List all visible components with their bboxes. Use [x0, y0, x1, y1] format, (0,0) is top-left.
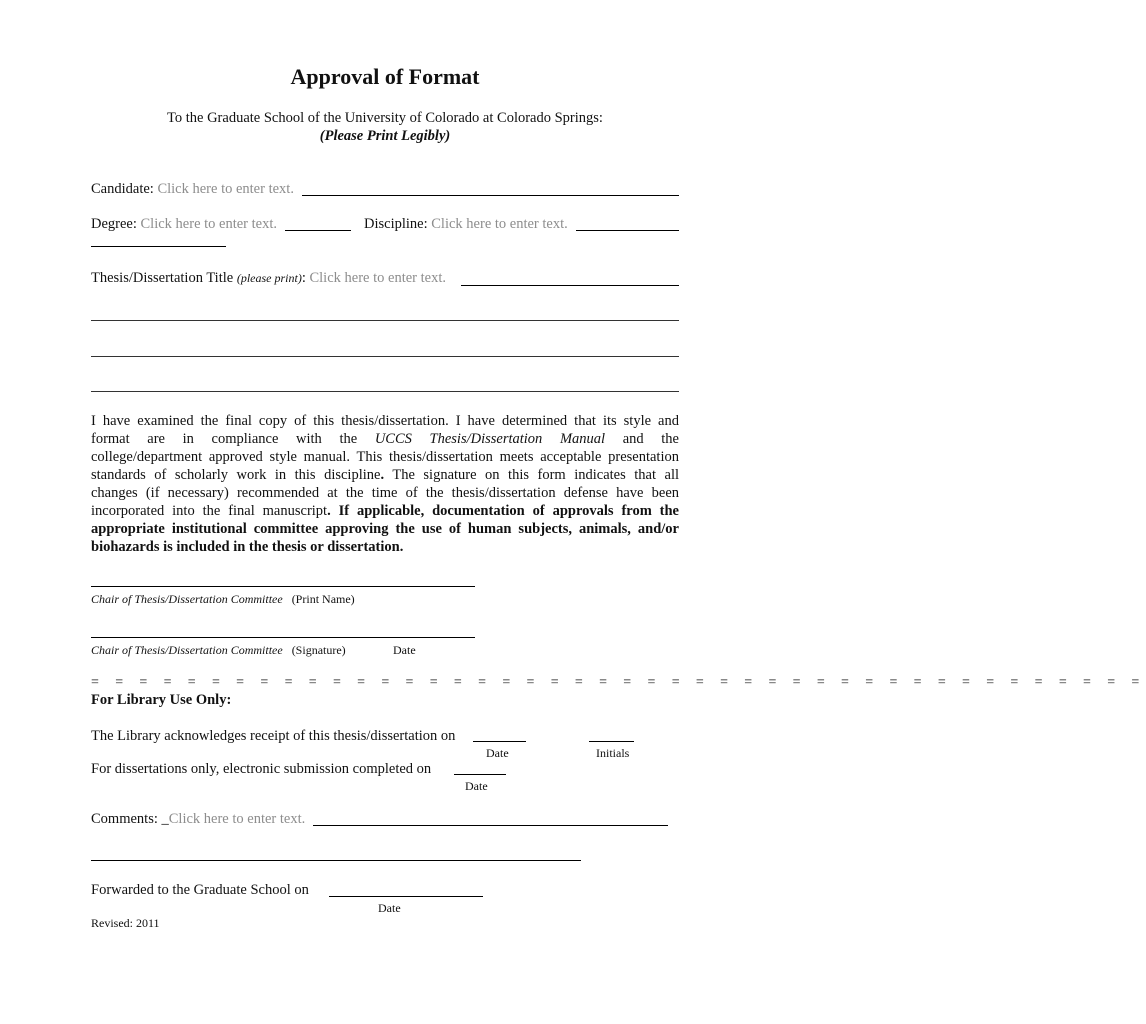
- divider: = = = = = = = = = = = = = = = = = = = = = = = = = = = = = = = = = = = = = = = = = = = =: [91, 675, 1146, 690]
- chair-print-name-line[interactable]: [91, 586, 475, 587]
- forwarded-date-label: Date: [378, 901, 401, 915]
- thesis-title-note: (please print): [236, 271, 302, 285]
- initials-label: Initials: [596, 746, 630, 760]
- candidate-label: Candidate:: [91, 181, 154, 197]
- discipline-field: [364, 216, 568, 233]
- manual-name: UCCS Thesis/Dissertation Manual: [374, 431, 606, 447]
- paragraph-line: appropriate institutional committee approving the use of human subjects, animals, and/or: [91, 521, 679, 537]
- thesis-title-underline: [461, 285, 679, 286]
- paragraph-line-start: standards of scholarly work in this discipline: [91, 467, 381, 483]
- paragraph-line-end: The signature on this form indicates that all: [384, 467, 680, 483]
- paragraph-line-start: format are in compliance with the: [91, 431, 375, 447]
- certification-paragraph: [91, 412, 679, 556]
- chair-label: Chair of Thesis/Dissertation Committee: [91, 592, 283, 606]
- degree-continuation-line: [91, 246, 226, 247]
- forwarded-date-line[interactable]: [329, 896, 483, 897]
- chair-signature-line[interactable]: [91, 637, 475, 638]
- library-receipt-text: The Library acknowledges receipt of this thesis/dissertation on: [91, 728, 456, 744]
- paragraph-line: I have examined the final copy of this thesis/dissertation. I have determined that its style and: [91, 413, 679, 429]
- paragraph-period: .: [327, 503, 331, 519]
- library-heading: For Library Use Only:: [91, 692, 232, 708]
- paragraph-line: changes (if necessary) recommended at the time of the thesis/dissertation defense have been: [91, 485, 679, 501]
- receipt-date-line[interactable]: [473, 741, 526, 742]
- paragraph-period: .: [380, 467, 385, 483]
- thesis-title-line-3: [91, 356, 679, 357]
- print-legibly-note: (Please Print Legibly): [319, 128, 451, 144]
- thesis-title-field: [91, 270, 446, 287]
- degree-field: [91, 216, 277, 233]
- candidate-underline: [302, 195, 679, 196]
- signature-label: (Signature): [291, 643, 346, 657]
- degree-underline: [285, 230, 351, 231]
- page-title: Approval of Format: [290, 64, 480, 89]
- comments-line-2[interactable]: [91, 860, 581, 861]
- thesis-title-input[interactable]: Click here to enter text.: [309, 270, 446, 286]
- thesis-title-label: Thesis/Dissertation Title: [91, 270, 234, 286]
- initials-line[interactable]: [589, 741, 634, 742]
- comments-input[interactable]: Click here to enter text.: [168, 811, 306, 827]
- paragraph-line-end: and the: [605, 431, 679, 447]
- candidate-input[interactable]: Click here to enter text.: [157, 181, 294, 197]
- paragraph-line: [91, 502, 679, 520]
- paragraph-line: [91, 466, 679, 484]
- print-name-label: (Print Name): [291, 592, 355, 606]
- comments-field: [91, 811, 305, 828]
- electronic-submission-text: For dissertations only, electronic submission completed on: [91, 761, 432, 777]
- receipt-date-label: Date: [486, 746, 509, 760]
- paragraph-line: college/department approved style manual. This thesis/dissertation meets acceptable presentation: [91, 449, 679, 465]
- discipline-label: Discipline:: [364, 216, 428, 232]
- thesis-title-colon: :: [301, 270, 306, 286]
- paragraph-line: [91, 430, 679, 448]
- discipline-input[interactable]: Click here to enter text.: [431, 216, 568, 232]
- candidate-field: [91, 181, 294, 198]
- comments-label: Comments: _: [91, 811, 169, 827]
- thesis-title-line-2: [91, 320, 679, 321]
- chair-label: Chair of Thesis/Dissertation Committee: [91, 643, 283, 657]
- paragraph-bold-start: If applicable, documentation of approvals from the: [330, 503, 679, 519]
- paragraph-line: biohazards is included in the thesis or dissertation.: [91, 539, 404, 555]
- forwarded-text: Forwarded to the Graduate School on: [91, 882, 309, 898]
- comments-underline: [313, 825, 668, 826]
- paragraph-line-start: incorporated into the final manuscript: [91, 503, 328, 519]
- degree-label: Degree:: [91, 216, 137, 232]
- degree-input[interactable]: Click here to enter text.: [140, 216, 278, 232]
- intro-line: To the Graduate School of the University of Colorado at Colorado Springs:: [167, 110, 603, 126]
- thesis-title-line-4: [91, 391, 679, 392]
- revised-note: Revised: 2011: [91, 916, 160, 930]
- chair-print-name-caption: [91, 592, 355, 607]
- signature-date-label: Date: [393, 643, 416, 657]
- electronic-date-label: Date: [465, 779, 488, 793]
- electronic-date-line[interactable]: [454, 774, 506, 775]
- chair-signature-caption: [91, 643, 346, 658]
- discipline-underline: [576, 230, 679, 231]
